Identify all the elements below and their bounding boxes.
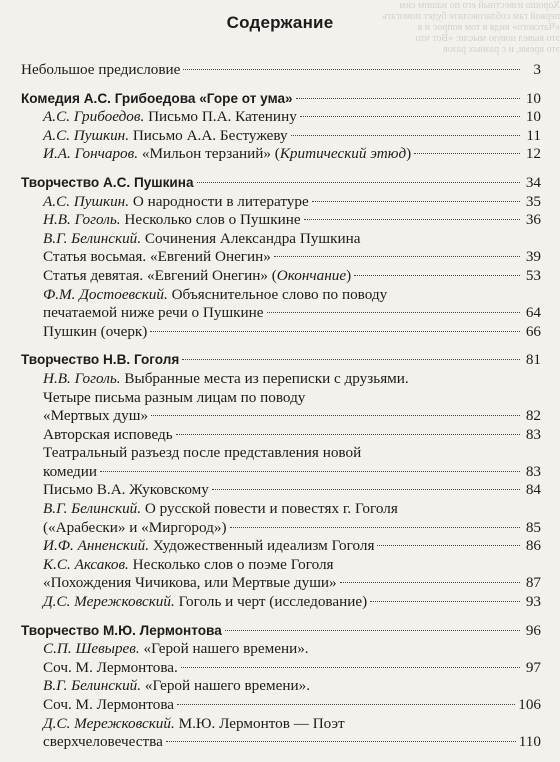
toc-entry [21, 481, 541, 500]
leader-dots [291, 135, 520, 136]
leader-dots [274, 256, 520, 257]
toc-entry [21, 370, 541, 389]
leader-dots [176, 434, 520, 435]
toc-section-heading [21, 351, 541, 370]
toc-entry [21, 444, 541, 463]
toc-entry-author: С.П. Шевырев. [43, 640, 140, 658]
toc-page-number: 82 [525, 407, 541, 425]
toc-page-number: 106 [518, 696, 541, 713]
toc-entry [21, 426, 541, 445]
toc-entry-text: Комедия А.С. Грибоедова «Горе от ума» [21, 90, 293, 106]
toc-entry-text: А.С. Грибоедов. Письмо П.А. Катенину [43, 108, 297, 126]
toc-entry [21, 286, 541, 305]
toc-page-number: 97 [525, 658, 541, 676]
toc-entry-text: («Арабески» и «Миргород») [43, 518, 227, 536]
toc-entry [21, 230, 541, 249]
toc-entry [21, 389, 541, 408]
toc-page-number: 66 [525, 322, 541, 340]
leader-dots [182, 359, 520, 360]
toc-entry [21, 715, 541, 734]
toc-section [21, 174, 541, 341]
leader-dots [312, 201, 520, 202]
toc-entry-author: Н.В. Гоголь. [43, 211, 121, 229]
toc-entry [21, 407, 541, 426]
toc-entry [21, 61, 541, 80]
leader-dots [166, 741, 516, 742]
toc-entry-text: печатаемой ниже речи о Пушкине [43, 304, 264, 322]
toc-entry-text: И.Ф. Анненский. Художественный идеализм Гоголя [43, 537, 375, 555]
toc-entry-text: А.С. Пушкин. О народности в литературе [43, 192, 309, 210]
toc-section-heading [21, 174, 541, 193]
toc-section [21, 622, 541, 752]
leader-dots [100, 471, 520, 472]
leader-dots [212, 489, 520, 490]
toc-page-number: 11 [526, 126, 541, 144]
toc-entry-text: В.Г. Белинский. О русской повести и повестях г. Гоголя [43, 500, 398, 518]
toc-entry-text: К.С. Аксаков. Несколько слов о поэме Гоголя [43, 555, 334, 573]
toc-entry [21, 323, 541, 342]
leader-dots [230, 527, 520, 528]
toc-page-number: 83 [525, 462, 541, 480]
leader-dots [304, 219, 520, 220]
toc-page-number: 84 [525, 481, 541, 499]
toc-entry [21, 500, 541, 519]
leader-dots [183, 69, 520, 70]
toc-entry-author: И.А. Гончаров. [43, 145, 139, 163]
toc-entry-text: Соч. М. Лермонтова [43, 696, 175, 713]
toc-entry-text: И.А. Гончаров. «Мильон терзаний» (Критический этюд) [43, 145, 412, 163]
toc-entry-text: А.С. Пушкин. Письмо А.А. Бестужеву [43, 126, 288, 144]
toc-page-number: 39 [525, 248, 541, 266]
toc-entry-text: С.П. Шевырев. «Герой нашего времени». [43, 640, 309, 658]
toc-entry-text: Статья восьмая. «Евгений Онегин» [43, 248, 271, 266]
leader-dots [377, 545, 520, 546]
toc-entry [21, 211, 541, 230]
toc-entry-author: Д.С. Мережковский. [43, 714, 175, 732]
leader-dots [300, 116, 520, 117]
leader-dots [267, 312, 520, 313]
toc-section [21, 61, 541, 80]
toc-entry-text: Четыре письма разным лицам по поводу [43, 388, 306, 406]
toc-entry-author: К.С. Аксаков. [43, 555, 129, 573]
toc-entry [21, 193, 541, 212]
toc-entry [21, 556, 541, 575]
show-through-text: Хорошо известный его по нашим сим первой гам соблаговолите будет помогать «Чатского» видя в том вопрос и в это вывел новую мысли: «Вот что это время, и с разных разов [382, 0, 560, 55]
toc-entry-text: Авторская исповедь [43, 425, 173, 443]
leader-dots [225, 630, 520, 631]
toc-entry-text: «Похождения Чичикова, или Мертвые души» [43, 574, 337, 592]
page-title: Содержание [226, 13, 334, 32]
toc-entry [21, 696, 541, 715]
toc-entry [21, 659, 541, 678]
toc-page-number: 93 [525, 593, 541, 611]
toc-page-number: 36 [525, 211, 541, 229]
toc-entry-author: Д.С. Мережковский. [43, 593, 175, 611]
toc-entry-text: Творчество А.С. Пушкина [21, 174, 194, 190]
toc-page-number: 10 [525, 89, 541, 107]
toc-page-number: 110 [518, 733, 541, 751]
toc-page-number: 64 [525, 304, 541, 322]
toc-entry-text: Статья девятая. «Евгений Онегин» (Окончание) [43, 266, 352, 284]
toc-entry-text: Пушкин (очерк) [43, 322, 148, 340]
toc-page-number: 53 [525, 266, 541, 284]
toc-entry [21, 519, 541, 538]
toc-entry-author: А.С. Грибоедов. [43, 108, 145, 126]
leader-dots [340, 582, 520, 583]
toc-entry [21, 733, 541, 752]
toc-entry [21, 677, 541, 696]
toc-entry [21, 108, 541, 127]
toc-entry [21, 267, 541, 286]
toc-entry-text: Н.В. Гоголь. Выбранные места из переписки с друзьями. [43, 369, 409, 387]
toc-entry-text: В.Г. Белинский. Сочинения Александра Пушкина [43, 229, 361, 247]
leader-dots [370, 601, 520, 602]
leader-dots [197, 182, 520, 183]
toc-entry-text: Письмо В.А. Жуковскому [43, 481, 209, 499]
toc-page-number: 3 [533, 61, 541, 78]
toc-entry-text: Ф.М. Достоевский. Объяснительное слово по поводу [43, 285, 388, 303]
toc-entry [21, 593, 541, 612]
leader-dots [150, 331, 520, 332]
toc-section-heading [21, 622, 541, 641]
toc-page-number: 81 [525, 351, 541, 369]
toc-entry-text: Н.В. Гоголь. Несколько слов о Пушкине [43, 211, 301, 229]
toc-entry-author: Ф.М. Достоевский. [43, 285, 168, 303]
toc-entry-author: И.Ф. Анненский. [43, 537, 150, 555]
toc-entry-text: Д.С. Мережковский. Гоголь и черт (исследование) [43, 593, 368, 611]
toc-section [21, 351, 541, 611]
toc-entry-text: «Мертвых душ» [43, 407, 149, 425]
toc-entry-text: комедии [43, 462, 98, 480]
leader-dots [151, 415, 520, 416]
toc-entry [21, 640, 541, 659]
toc-section-heading [21, 90, 541, 109]
toc-entry-author: В.Г. Белинский. [43, 229, 142, 247]
toc-page-number: 12 [525, 145, 541, 163]
toc-page-number: 83 [525, 425, 541, 443]
toc-entry-text: Театральный разъезд после представления новой [43, 444, 362, 462]
toc-entry [21, 145, 541, 164]
toc-section [21, 90, 541, 164]
toc-entry-author: Н.В. Гоголь. [43, 369, 121, 387]
leader-dots [177, 704, 515, 705]
toc-entry-author: В.Г. Белинский. [43, 500, 142, 518]
leader-dots [414, 153, 520, 154]
toc-entry [21, 463, 541, 482]
leader-dots [181, 667, 520, 668]
toc-entry-text: Соч. М. Лермонтова. [43, 658, 178, 676]
leader-dots [354, 275, 520, 276]
toc-entry-text: Небольшое предисловие [21, 61, 181, 78]
toc-page-number: 87 [525, 574, 541, 592]
toc-entry-author: В.Г. Белинский. [43, 677, 142, 695]
toc-entry-text: Творчество М.Ю. Лермонтова [21, 622, 222, 638]
toc-entry-author: А.С. Пушкин. [43, 192, 130, 210]
toc-page-number: 86 [525, 537, 541, 555]
leader-dots [296, 98, 520, 99]
toc-entry [21, 574, 541, 593]
toc-page-number: 34 [525, 173, 541, 191]
toc-entry [21, 304, 541, 323]
toc-page-number: 10 [525, 108, 541, 126]
toc-entry-author: А.С. Пушкин. [43, 126, 130, 144]
toc-page-number: 85 [525, 518, 541, 536]
toc-entry-text: Д.С. Мережковский. М.Ю. Лермонтов — Поэт [43, 714, 345, 732]
toc-entry-text: сверхчеловечества [43, 733, 163, 751]
toc-entry [21, 248, 541, 267]
table-of-contents [21, 61, 541, 762]
toc-entry [21, 537, 541, 556]
toc-page-number: 96 [525, 621, 541, 639]
toc-page-number: 35 [525, 192, 541, 210]
toc-entry-text: Творчество Н.В. Гоголя [21, 352, 180, 368]
toc-entry-text: В.Г. Белинский. «Герой нашего времени». [43, 677, 310, 695]
toc-entry [21, 127, 541, 146]
